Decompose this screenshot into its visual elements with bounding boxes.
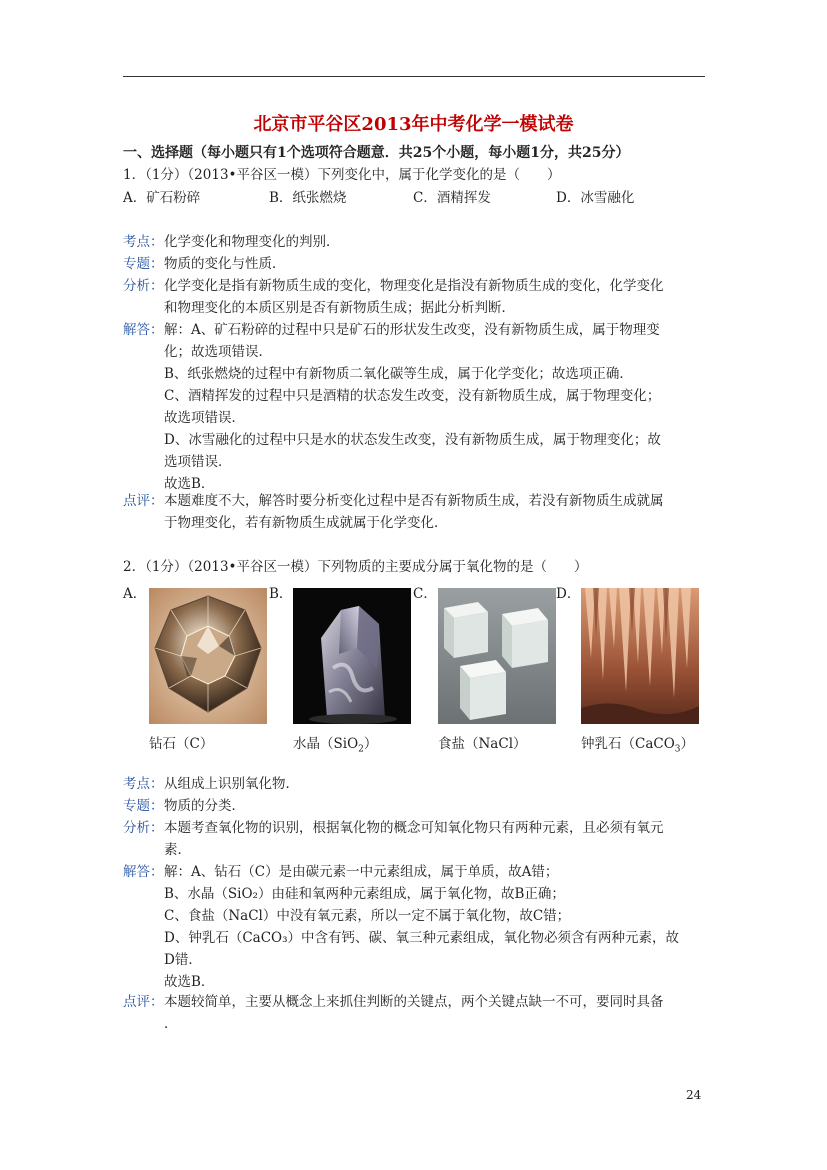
q1-jieda-line: 故选项错误． (164, 410, 245, 426)
q2-dianping (123, 991, 705, 1035)
q2-option-c-label: C． (413, 586, 437, 602)
q2-caption-d: 钟乳石（CaCO$_3$） (581, 736, 695, 755)
q1-zhuanti (123, 253, 705, 275)
fenxi-label: 分析： (123, 278, 164, 294)
question-1-options (123, 186, 705, 208)
q2-caption-c: 食盐（NaCl） (438, 736, 527, 752)
q1-jieda-line: C、酒精挥发的过程中只是酒精的状态发生改变，没有新物质生成，属于物理变化； (164, 388, 661, 404)
jieda-label: 解答： (123, 864, 164, 880)
q1-fenxi (123, 275, 705, 319)
diamond-image (149, 588, 267, 724)
q2-dianping-line: ． (164, 1016, 178, 1032)
q1-fenxi-line: 和物理变化的本质区别是否有新物质生成；据此分析判断． (164, 300, 515, 316)
q2-jieda-line: B、水晶（SiO₂）由硅和氧两种元素组成，属于氧化物，故B正确； (164, 886, 565, 902)
section-heading: 一、选择题（每小题只有1个选项符合题意．共25个小题，每小题1分，共25分） (123, 145, 630, 161)
q2-zhuanti (123, 795, 705, 817)
zhuanti-label: 专题： (123, 256, 164, 272)
q1-dianping (123, 490, 705, 534)
zhuanti-label: 专题： (123, 798, 164, 814)
q1-option-c: C．酒精挥发 (413, 190, 491, 206)
q2-jieda-line: 故选B． (164, 974, 215, 990)
q1-jieda-line: B、纸张燃烧的过程中有新物质二氧化碳等生成，属于化学变化；故选项正确． (164, 366, 633, 382)
q1-option-b: B．纸张燃烧 (269, 190, 347, 206)
question-1-stem: 1．（1分）（2013•平谷区一模）下列变化中，属于化学变化的是（ ） (123, 167, 561, 183)
q2-kaodian (123, 773, 705, 795)
salt-image (438, 588, 556, 724)
fenxi-label: 分析： (123, 820, 164, 836)
q2-jieda (123, 861, 705, 993)
q1-jieda-line: 化；故选项错误． (164, 344, 272, 360)
q2-option-b-label: B． (269, 586, 293, 602)
stalactite-image (581, 588, 699, 724)
q1-fenxi-line: 化学变化是指有新物质生成的变化，物理变化是指没有新物质生成的变化，化学变化 (164, 278, 664, 294)
q1-kaodian (123, 231, 705, 253)
page-title: 北京市平谷区2013年中考化学一模试卷 (253, 114, 574, 135)
q2-jieda-line: D错． (164, 952, 202, 968)
kaodian-label: 考点： (123, 234, 164, 250)
q2-image-options (123, 582, 705, 762)
q1-option-a: A．矿石粉碎 (123, 190, 201, 206)
q2-fenxi-line: 素． (164, 842, 191, 858)
kaodian-label: 考点： (123, 776, 164, 792)
q1-jieda-line: D、冰雪融化的过程中只是水的状态发生改变，没有新物质生成，属于物理变化；故 (164, 432, 661, 448)
q1-jieda-line: 故选B． (164, 476, 215, 492)
q1-kaodian-text: 化学变化和物理变化的判别． (164, 234, 340, 250)
q2-jieda-line: 解：A、钻石（C）是由碳元素一中元素组成，属于单质，故A错； (164, 864, 559, 880)
q2-option-a-label: A． (123, 586, 147, 602)
dianping-label: 点评： (123, 493, 164, 509)
q2-jieda-line: D、钟乳石（CaCO₃）中含有钙、碳、氧三种元素组成，氧化物必须含有两种元素，故 (164, 930, 680, 946)
question-2-stem: 2．（1分）（2013•平谷区一模）下列物质的主要成分属于氧化物的是（ ） (123, 559, 588, 575)
q1-jieda-line: 解：A、矿石粉碎的过程中只是矿石的形状发生改变，没有新物质生成，属于物理变 (164, 322, 660, 338)
q2-dianping-line: 本题较简单，主要从概念上来抓住判断的关键点，两个关键点缺一不可，要同时具备 (164, 994, 664, 1010)
header-rule (123, 76, 705, 77)
q2-option-d-label: D． (556, 586, 581, 602)
q2-jieda-line: C、食盐（NaCl）中没有氧元素，所以一定不属于氧化物，故C错； (164, 908, 571, 924)
q1-zhuanti-text: 物质的变化与性质． (164, 256, 286, 272)
q1-jieda-line: 选项错误． (164, 454, 232, 470)
q2-kaodian-text: 从组成上识别氧化物． (164, 776, 299, 792)
jieda-label: 解答： (123, 322, 164, 338)
q2-fenxi (123, 817, 705, 861)
q1-option-d: D．冰雪融化 (556, 190, 635, 206)
dianping-label: 点评： (123, 994, 164, 1010)
q2-caption-b: 水晶（SiO$_2$） (293, 736, 378, 755)
q2-fenxi-line: 本题考查氧化物的识别，根据氧化物的概念可知氧化物只有两种元素，且必须有氧元 (164, 820, 664, 836)
crystal-image (293, 588, 411, 724)
q1-jieda (123, 319, 705, 495)
q1-dianping-line: 于物理变化，若有新物质生成就属于化学变化． (164, 515, 448, 531)
q2-zhuanti-text: 物质的分类． (164, 798, 245, 814)
page-number: 24 (686, 1088, 702, 1102)
q2-caption-a: 钻石（C） (149, 736, 214, 752)
q1-dianping-line: 本题难度不大，解答时要分析变化过程中是否有新物质生成，若没有新物质生成就属 (164, 493, 664, 509)
